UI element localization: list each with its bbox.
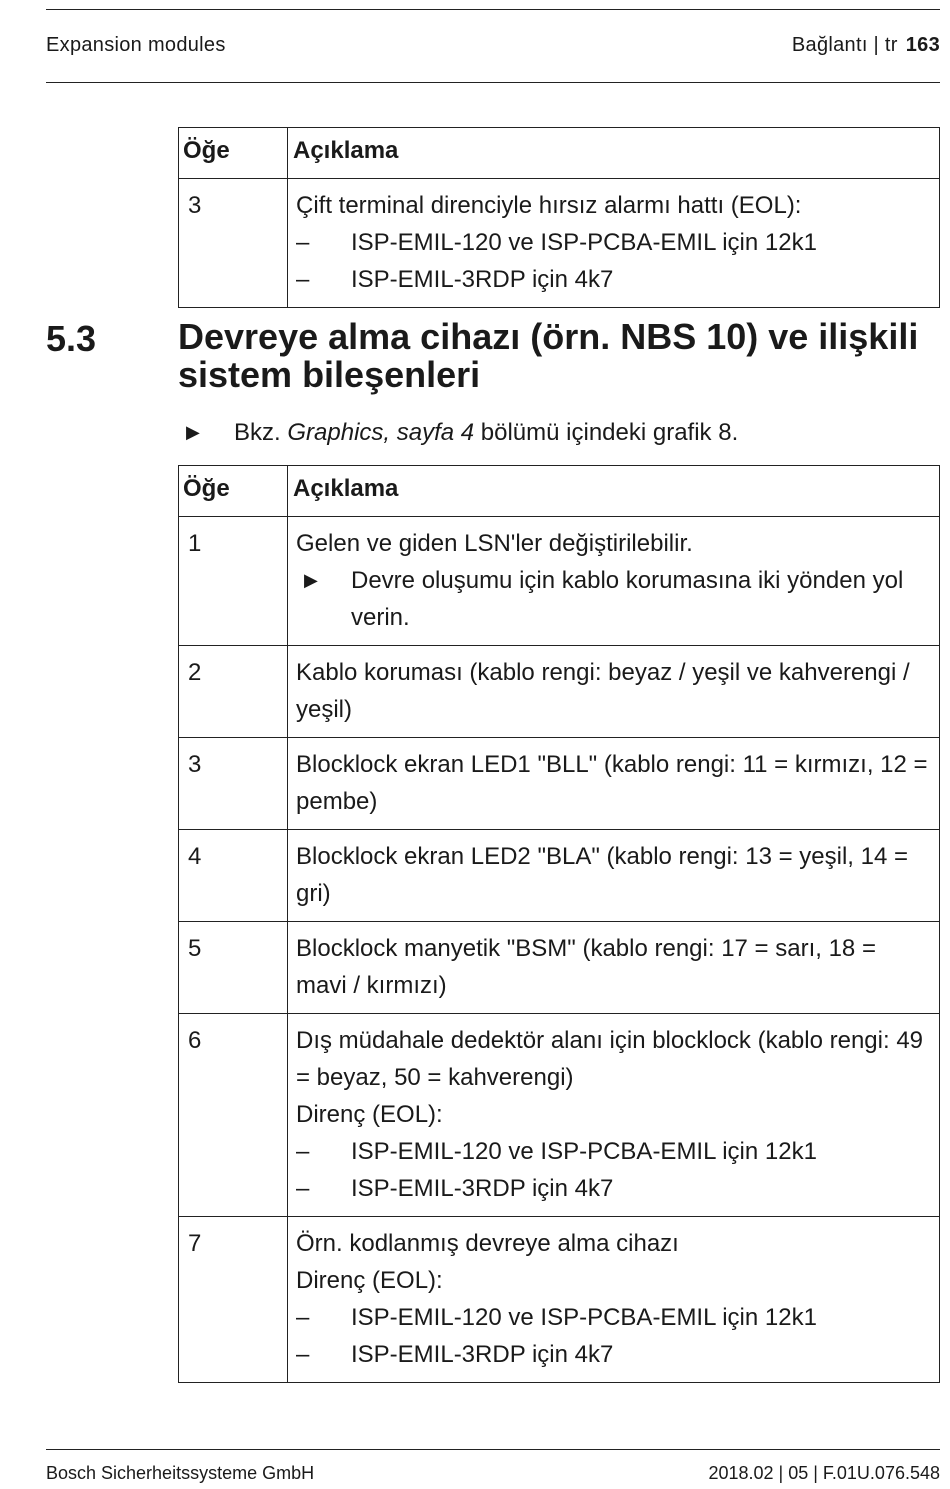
table-header-row <box>179 128 940 179</box>
list-item-text: ISP-EMIL-120 ve ISP-PCBA-EMIL için 12k1 <box>351 1304 817 1331</box>
item-description <box>288 517 940 646</box>
section-title: Devreye alma cihazı (örn. NBS 10) ve ilişkili sistem bileşenleri <box>178 316 919 395</box>
header-chapter: Expansion modules <box>46 34 226 56</box>
table-row <box>179 646 940 738</box>
item-description <box>288 738 940 830</box>
table-header-row <box>179 466 940 517</box>
header-rule <box>46 82 940 83</box>
item-number: 4 <box>179 830 288 922</box>
dash-list-item: – ISP-EMIL-120 ve ISP-PCBA-EMIL için 12k1 <box>296 1138 817 1165</box>
step-prefix: Bkz. <box>234 419 281 446</box>
table-row <box>179 517 940 646</box>
table-row <box>179 1217 940 1383</box>
components-table <box>178 465 940 1383</box>
table-row <box>179 1014 940 1217</box>
item-description <box>288 179 940 308</box>
header-right <box>792 34 940 57</box>
col-header-item: Öğe <box>179 128 288 179</box>
item-number: 6 <box>179 1014 288 1217</box>
table-row <box>179 922 940 1014</box>
dash-list-item: – ISP-EMIL-120 ve ISP-PCBA-EMIL için 12k1 <box>296 1304 817 1331</box>
item-number: 1 <box>179 517 288 646</box>
table-row <box>179 830 940 922</box>
table-row <box>179 738 940 830</box>
list-item-text: ISP-EMIL-120 ve ISP-PCBA-EMIL için 12k1 <box>351 229 817 256</box>
col-header-description: Açıklama <box>288 466 940 517</box>
step-list-item <box>296 562 933 636</box>
footer-document-id: 2018.02 | 05 | F.01U.076.548 <box>708 1463 940 1483</box>
dash-list-item: – ISP-EMIL-3RDP için 4k7 <box>296 1341 614 1368</box>
description-line: Blocklock ekran LED2 "BLA" (kablo rengi: 13 = yeşil, 14 = gri) <box>296 843 909 907</box>
list-item-text: ISP-EMIL-3RDP için 4k7 <box>351 1175 614 1202</box>
top-rule <box>46 9 940 10</box>
item-number: 3 <box>179 738 288 830</box>
description-line: Blocklock manyetik "BSM" (kablo rengi: 17 = sarı, 18 = mavi / kırmızı) <box>296 935 876 999</box>
description-line: Direnç (EOL): <box>296 1267 443 1294</box>
step-suffix: bölümü içindeki grafik 8. <box>480 419 739 446</box>
footer-rule <box>46 1449 940 1450</box>
table-row <box>179 179 940 308</box>
page-number: 163 <box>905 34 940 56</box>
description-line: Blocklock ekran LED1 "BLL" (kablo rengi: 11 = kırmızı, 12 = pembe) <box>296 751 928 815</box>
step-arrow-icon: ▶ <box>186 422 200 442</box>
list-item-text: ISP-EMIL-3RDP için 4k7 <box>351 266 614 293</box>
item-number: 2 <box>179 646 288 738</box>
description-line: Direnç (EOL): <box>296 1101 443 1128</box>
item-description <box>288 1014 940 1217</box>
description-line: Gelen ve giden LSN'ler değiştirilebilir. <box>296 530 693 557</box>
item-description <box>288 830 940 922</box>
item-number: 7 <box>179 1217 288 1383</box>
cross-reference-link[interactable]: Graphics, sayfa 4 <box>287 419 475 446</box>
section-number: 5.3 <box>46 318 97 359</box>
step-arrow-icon: ▶ <box>304 570 318 590</box>
continued-table <box>178 127 940 308</box>
description-line: Örn. kodlanmış devreye alma cihazı <box>296 1230 679 1257</box>
list-item-text: Devre oluşumu için kablo korumasına iki yönden yol verin. <box>351 567 904 631</box>
dash-list-item: – ISP-EMIL-3RDP için 4k7 <box>296 266 614 293</box>
list-item-text: ISP-EMIL-3RDP için 4k7 <box>351 1341 614 1368</box>
dash-list-item: – ISP-EMIL-120 ve ISP-PCBA-EMIL için 12k1 <box>296 229 817 256</box>
dash-list-item: – ISP-EMIL-3RDP için 4k7 <box>296 1175 614 1202</box>
item-description <box>288 1217 940 1383</box>
header-section: Bağlantı | tr <box>791 34 898 56</box>
list-item-text: ISP-EMIL-120 ve ISP-PCBA-EMIL için 12k1 <box>351 1138 817 1165</box>
col-header-item: Öğe <box>179 466 288 517</box>
description-line: Kablo koruması (kablo rengi: beyaz / yeşil ve kahverengi / yeşil) <box>296 659 910 723</box>
item-number: 5 <box>179 922 288 1014</box>
description-line: Çift terminal direnciyle hırsız alarmı hattı (EOL): <box>296 192 802 219</box>
description-line: Dış müdahale dedektör alanı için blocklock (kablo rengi: 49 = beyaz, 50 = kahverengi) <box>296 1027 924 1091</box>
footer-company: Bosch Sicherheitssysteme GmbH <box>46 1463 315 1483</box>
item-number: 3 <box>179 179 288 308</box>
item-description <box>288 646 940 738</box>
item-description <box>288 922 940 1014</box>
col-header-description: Açıklama <box>288 128 940 179</box>
